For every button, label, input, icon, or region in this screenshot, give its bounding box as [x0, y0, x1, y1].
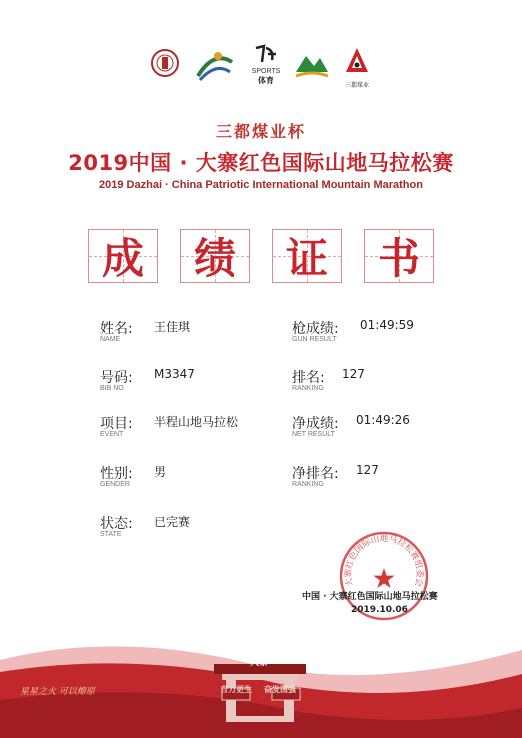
- coal-label: 三都煤业: [344, 82, 369, 89]
- sports-cn-label: 体育: [258, 76, 274, 85]
- field-value: 01:49:59: [360, 318, 414, 332]
- field-net-ranking: [292, 463, 379, 488]
- field-sub-label: STATE: [100, 531, 122, 538]
- field-value: 127: [356, 463, 379, 477]
- cert-char-box: [88, 229, 158, 283]
- field-sub-label: RANKING: [292, 385, 324, 392]
- field-state: [100, 513, 191, 538]
- field-label: 净排名:: [292, 466, 339, 482]
- field-name: [100, 318, 191, 343]
- cert-char-box: [180, 229, 250, 283]
- field-value: 127: [342, 367, 365, 381]
- guizhou-tourism-logo: [294, 50, 330, 84]
- field-label: 排名:: [292, 370, 325, 386]
- star-icon: [373, 568, 394, 588]
- field-value: M3347: [154, 367, 195, 381]
- cert-char-box: [364, 229, 434, 283]
- gate-top-text: 大寨: [250, 658, 269, 668]
- cert-char-box: [272, 229, 342, 283]
- sports-runner-logo: [194, 48, 236, 84]
- cert-char: 成: [101, 234, 144, 283]
- field-value: 已完赛: [154, 515, 191, 529]
- field-value: 王佳琪: [154, 320, 191, 334]
- cert-char: 证: [285, 234, 328, 283]
- field-label: 号码:: [100, 370, 133, 386]
- cert-char: 绩: [193, 234, 236, 283]
- certificate-heading: [88, 229, 434, 285]
- field-event: [100, 413, 239, 438]
- triangle-emblem-icon: [344, 46, 370, 76]
- field-sub-label: GENDER: [100, 481, 130, 488]
- organizer-name: 中国 · 大寨红色国际山地马拉松赛: [302, 592, 438, 602]
- event-title-en: 2019 Dazhai · China Patriotic International Mountain Marathon: [99, 179, 423, 191]
- field-value: 半程山地马拉松: [154, 415, 239, 429]
- gate-left-text: 自力更生: [220, 685, 252, 694]
- field-sub-label: EVENT: [100, 431, 124, 438]
- field-label: 性别:: [100, 466, 133, 482]
- field-sub-label: NET RESULT: [292, 431, 335, 438]
- field-value: 男: [154, 465, 167, 479]
- field-sub-label: RANKING: [292, 481, 324, 488]
- field-gun-result: [292, 318, 414, 343]
- footer-banner: [0, 620, 522, 738]
- field-net-result: [292, 413, 410, 438]
- field-ranking: [292, 367, 365, 392]
- slogan-text: 星星之火 可以燎原: [20, 687, 95, 697]
- field-bib: [100, 367, 195, 392]
- field-sub-label: BIB NO: [100, 385, 124, 392]
- field-label: 净成绩:: [292, 416, 339, 432]
- issue-date: 2019.10.06: [351, 605, 408, 615]
- event-title-cn: 2019中国 · 大寨红色国际山地马拉松赛: [68, 151, 454, 175]
- field-sub-label: GUN RESULT: [292, 336, 337, 343]
- gate-right-text: 奋发图强: [264, 685, 296, 694]
- field-label: 枪成绩:: [292, 321, 339, 337]
- field-sub-label: NAME: [100, 336, 121, 343]
- logo-row: [0, 44, 522, 92]
- brush-mark-icon: [254, 44, 278, 64]
- sports-logo: [248, 44, 284, 86]
- sports-label: SPORTS: [251, 68, 281, 75]
- field-value: 01:49:26: [356, 413, 410, 427]
- sandu-coal-logo: [342, 46, 372, 89]
- cert-char: 书: [377, 234, 420, 283]
- field-label: 状态:: [100, 516, 133, 532]
- society-logo: [150, 44, 180, 82]
- seal-text-path: 大寨红色国际山地马拉松赛组委会: [343, 533, 425, 588]
- field-gender: [100, 463, 167, 488]
- field-label: 姓名:: [100, 321, 133, 337]
- sponsor-title: 三都煤业杯: [215, 122, 306, 141]
- field-label: 项目:: [100, 416, 133, 432]
